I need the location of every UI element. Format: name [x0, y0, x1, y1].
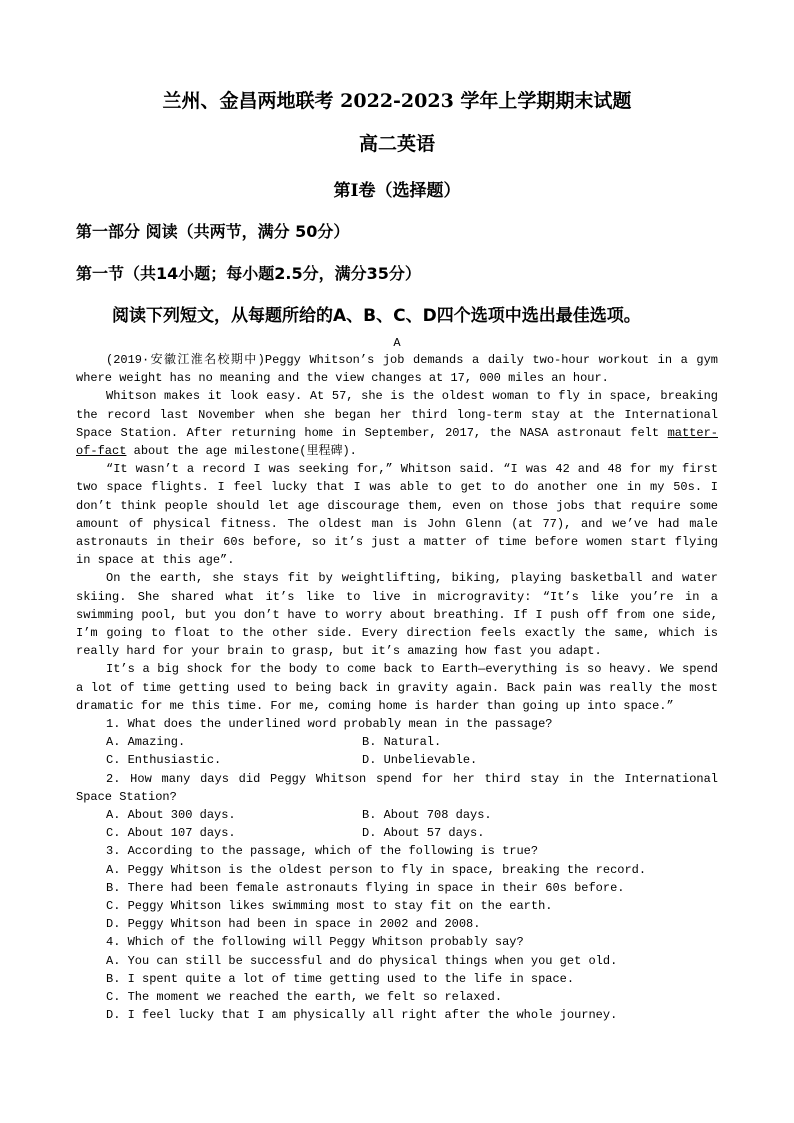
option: C. Enthusiastic.: [106, 753, 222, 768]
option: B. About 708 days.: [362, 808, 492, 823]
question-stem: 4. Which of the following will Peggy Whitson probably say?: [106, 935, 524, 950]
option: B. Natural.: [362, 735, 442, 750]
passage-paragraph: (2019·安徽江淮名校期中)Peggy Whitson’s job demands a daily two-hour workout in a gym where weight has no meaning and the view changes at 17, 000 miles an hour.: [76, 353, 718, 386]
question-3: [76, 842, 718, 933]
option: A. Amazing.: [106, 735, 186, 750]
instruction-text: 阅读下列短文，从每题所给的A、B、C、D四个选项中选出最佳选项。: [112, 306, 641, 326]
exam-title: 兰州、金昌两地联考 2022-2023 学年上学期期末试题: [162, 90, 632, 112]
option: D. I feel lucky that I am physically all right after the whole journey.: [106, 1008, 618, 1023]
option: D. Peggy Whitson had been in space in 2002 and 2008.: [106, 917, 481, 932]
option: D. About 57 days.: [362, 826, 485, 841]
option: C. Peggy Whitson likes swimming most to stay fit on the earth.: [106, 899, 553, 914]
option: C. About 107 days.: [106, 826, 236, 841]
passage-paragraph: On the earth, she stays fit by weightlifting, biking, playing basketball and water skiing. She shared what it’s like to live in microgravity: “It’s like you’re in a swimming pool, but you don’t have to worry about breathing. If I push off from one side, I’m going to float to the other side. Every direction feels exactly the same, which is really hard for your brain to grasp, but it’s amazing how fast you adapt.: [76, 571, 718, 659]
option: A. You can still be successful and do physical things when you get old.: [106, 953, 618, 968]
passage-paragraph: “It wasn’t a record I was seeking for,” Whitson said. “I was 42 and 48 for my first two space flights. I feel lucky that I was able to get to do another one in my 50s. I don’t think people should let age discourage them, even on those jobs that require some amount of physical fitness. The oldest man is John Glenn (at 77), and we’ve had male astronauts in their 60s before, so it’s just a matter of time before women start flying in space at this age”.: [76, 462, 718, 568]
question-stem: 2. How many days did Peggy Whitson spend for her third stay in the International Space Station?: [76, 771, 718, 804]
passage-text: Whitson makes it look easy. At 57, she is the oldest woman to fly in space, breaking the record last November when she began her third long-term stay at the International Space Station. After returning home in September, 2017, the NASA astronaut felt: [76, 389, 718, 440]
option: B. There had been female astronauts flying in space in their 60s before.: [106, 880, 625, 895]
question-1: [76, 715, 718, 770]
option: A. About 300 days.: [106, 808, 236, 823]
subject-title: 高二英语: [358, 133, 435, 155]
option: A. Peggy Whitson is the oldest person to fly in space, breaking the record.: [106, 862, 647, 877]
question-4: [76, 933, 718, 1024]
passage-paragraph: [76, 387, 718, 460]
section-heading: 第一节（共14小题；每小题2.5分，满分35分）: [76, 264, 421, 283]
reading-passage: [76, 351, 718, 715]
question-stem: 1. What does the underlined word probably mean in the passage?: [106, 717, 553, 731]
option-grid: [106, 806, 718, 842]
question-2: [76, 770, 718, 843]
volume-title: 第Ⅰ卷（选择题）: [333, 181, 461, 201]
underlined-word: matter-of-fact: [76, 425, 718, 459]
option: B. I spent quite a lot of time getting used to the life in space.: [106, 971, 575, 986]
question-stem: 3. According to the passage, which of the following is true?: [106, 844, 539, 859]
passage-label: A: [393, 336, 401, 350]
option-grid: [106, 733, 718, 769]
part-heading: 第一部分 阅读（共两节，满分 50分）: [76, 222, 350, 241]
option: C. The moment we reached the earth, we felt so relaxed.: [106, 990, 503, 1005]
passage-text: about the age milestone(里程碑).: [126, 444, 357, 459]
option: D. Unbelievable.: [362, 753, 478, 768]
passage-paragraph: It’s a big shock for the body to come back to Earth—everything is so heavy. We spend a lot of time getting used to being back in gravity again. Back pain was really the most dramatic for me this time. For me, coming home is harder than going up into space.”: [76, 662, 718, 713]
question-list: [76, 715, 718, 1024]
